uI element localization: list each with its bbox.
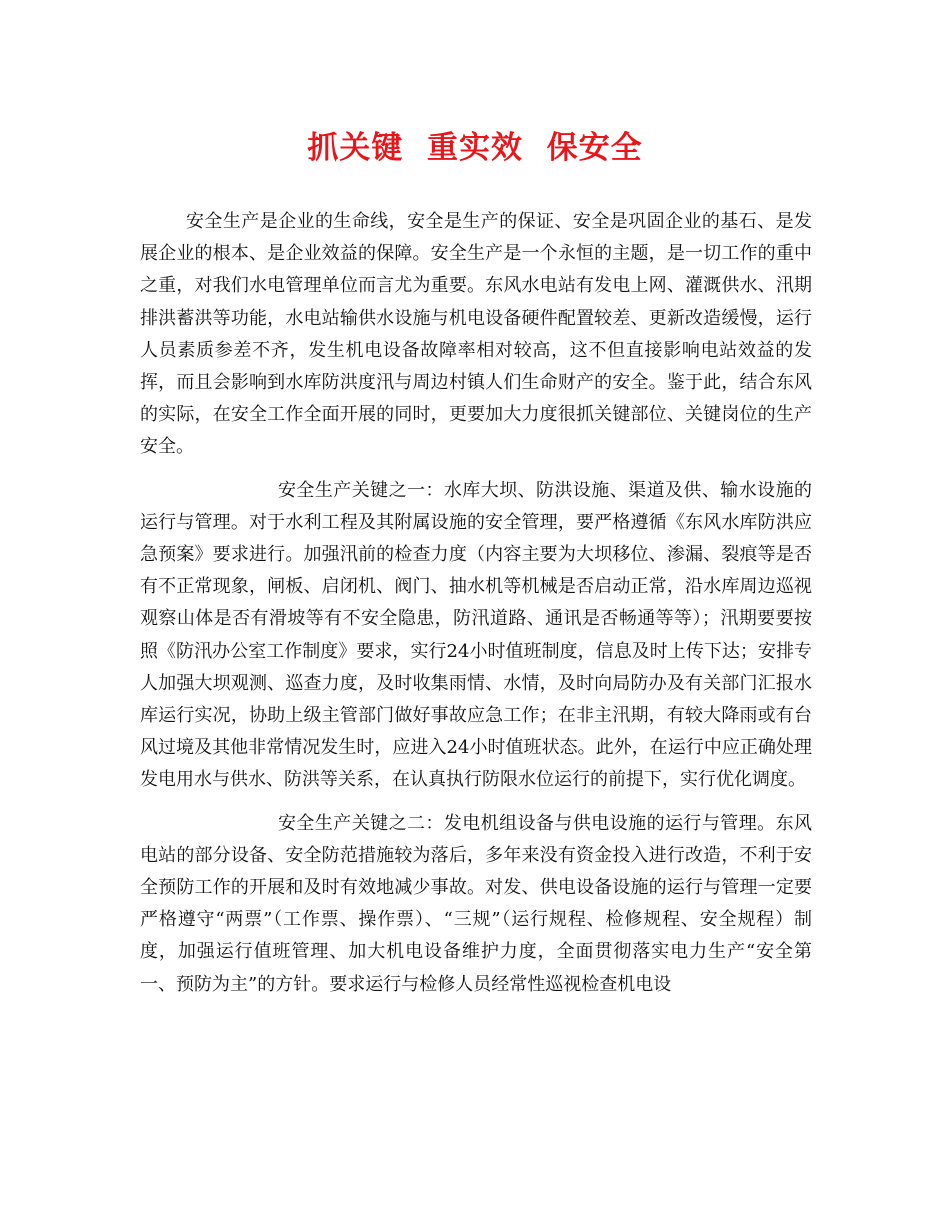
paragraph-key-two: 安全生产关键之二：发电机组设备与供电设施的运行与管理。东风电站的部分设备、安全防范措施较为落后，多年来没有资金投入进行改造，不利于安全预防工作的开展和及时有效地减少事故。对发、供电设备设施的运行与管理一定要严格遵守“两票”（工作票、操作票）、“三规”（运行规程、检修规程、安全规程）制度，加强运行值班管理、加大机电设备维护力度，全面贯彻落实电力生产“安全第一、预防为主”的方针。要求运行与检修人员经常性巡视检查机电设 bbox=[140, 812, 812, 995]
document-title: 抓关键 重实效 保安全 bbox=[307, 130, 643, 166]
paragraph-intro: 安全生产是企业的生命线，安全是生产的保证、安全是巩固企业的基石、是发展企业的根本、是企业效益的保障。安全生产是一个永恒的主题，是一切工作的重中之重，对我们水电管理单位而言尤为重要。东风水电站有发电上网、灌溉供水、汛期排洪蓄洪等功能，水电站输供水设施与机电设备硬件配置较差、更新改造缓慢，运行人员素质参差不齐，发生机电设备故障率相对较高，这不但直接影响电站效益的发挥，而且会影响到水库防洪度汛与周边村镇人们生命财产的安全。鉴于此，结合东风的实际，在安全工作全面开展的同时，更要加大力度很抓关键部位、关键岗位的生产安全。 bbox=[140, 211, 812, 458]
document-body bbox=[140, 206, 812, 1001]
paragraph-key-one: 安全生产关键之一：水库大坝、防洪设施、渠道及供、输水设施的运行与管理。对于水利工程及其附属设施的安全管理，要严格遵循《东风水库防洪应急预案》要求进行。加强汛前的检查力度（内容主要为大坝移位、渗漏、裂痕等是否有不正常现象，闸板、启闭机、阀门、抽水机等机械是否启动正常，沿水库周边巡视观察山体是否有滑坡等有不安全隐患，防汛道路、通讯是否畅通等等）；汛期要要按照《防汛办公室工作制度》要求，实行24小时值班制度，信息及时上传下达；安排专人加强大坝观测、巡查力度，及时收集雨情、水情，及时向局防办及有关部门汇报水库运行实况，协助上级主管部门做好事故应急工作；在非主汛期，有较大降雨或有台风过境及其他非常情况发生时，应进入24小时值班状态。此外，在运行中应正确处理发电用水与供水、防洪等关系，在认真执行防限水位运行的前提下，实行优化调度。 bbox=[140, 479, 812, 791]
